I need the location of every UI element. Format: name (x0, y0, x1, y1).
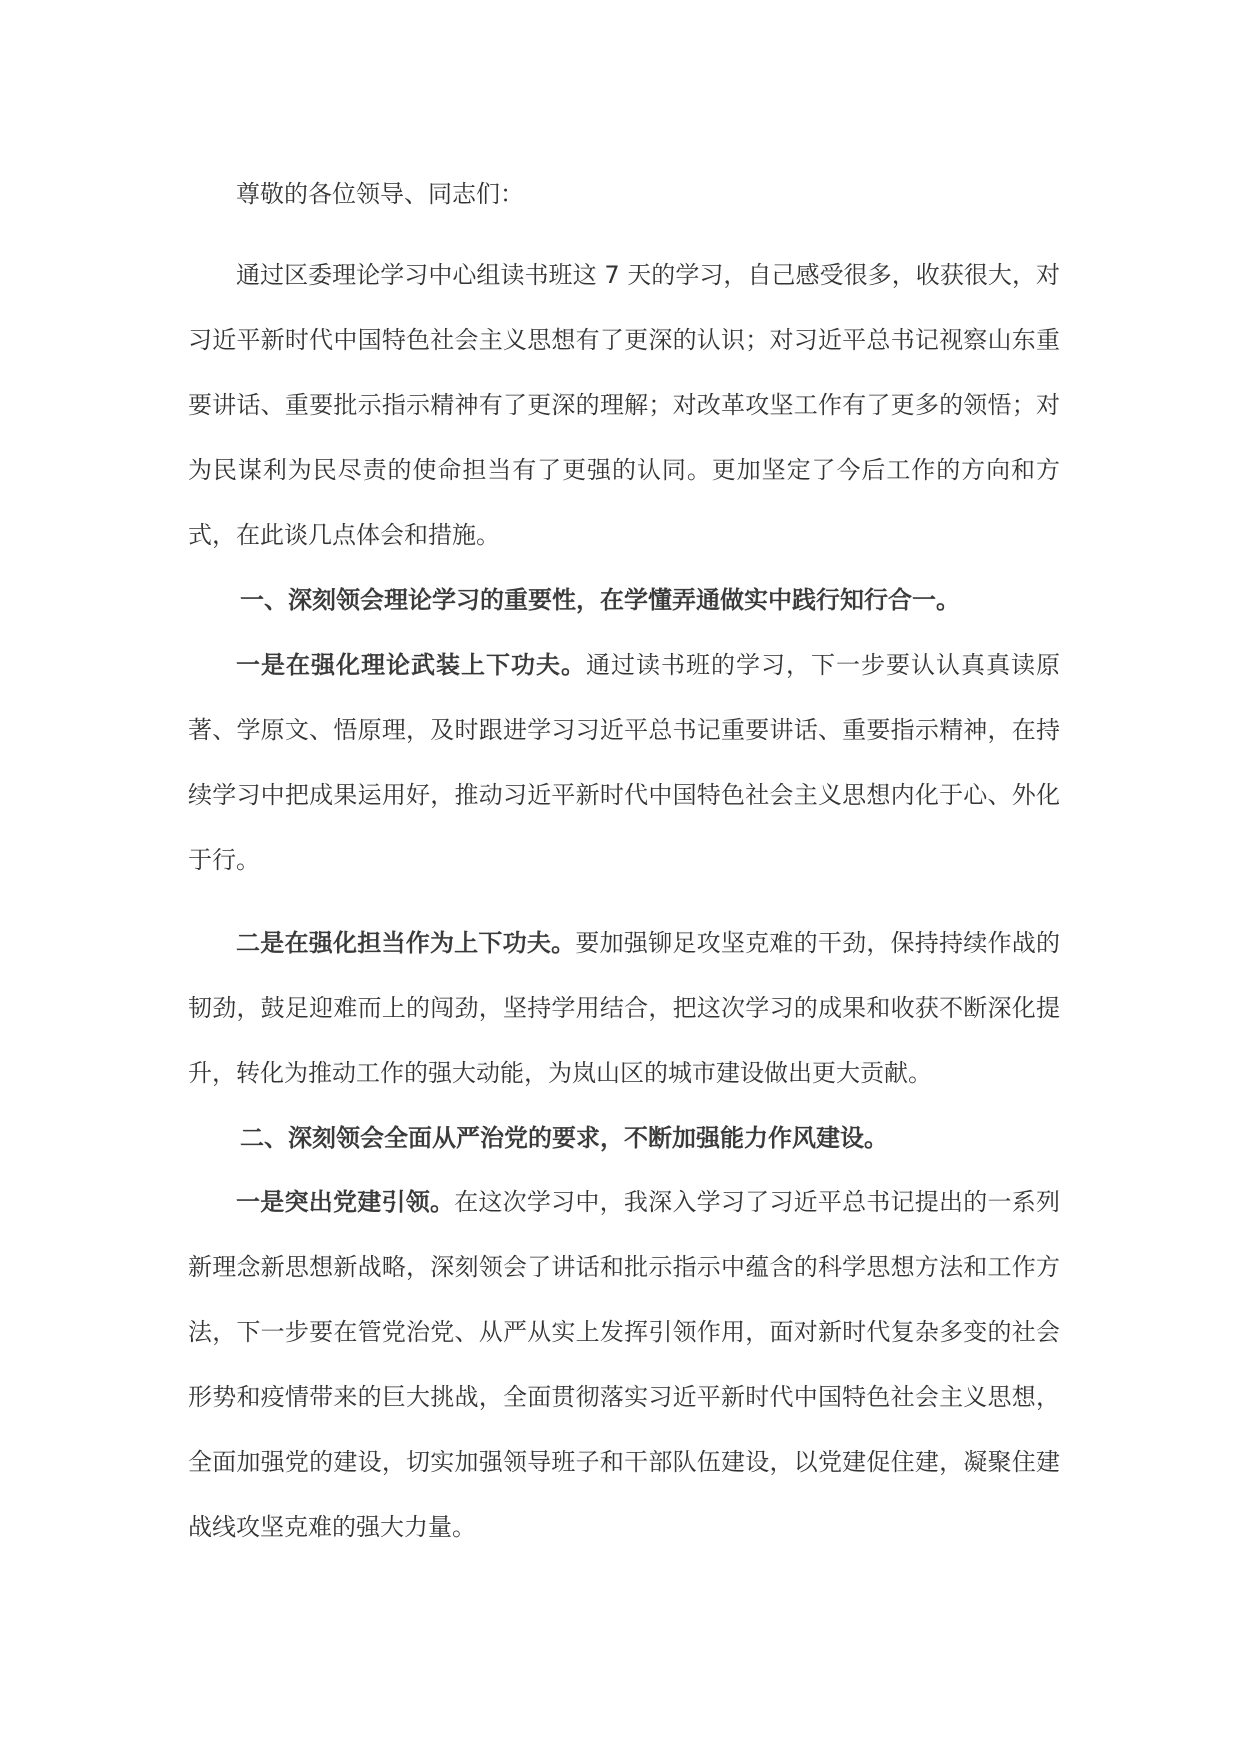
section-2-item-1 (188, 1170, 1060, 1560)
section-2-item-1-text: 在这次学习中，我深入学习了习近平总书记提出的一系列新理念新思想新战略，深刻领会了讲话和批示指示中蕴含的科学思想方法和工作方法，下一步要在管党治党、从严从实上发挥引领作用，面对新时代复杂多变的社会形势和疫情带来的巨大挑战，全面贯彻落实习近平新时代中国特色社会主义思想，全面加强党的建设，切实加强领导班子和干部队伍建设，以党建促住建，凝聚住建战线攻坚克难的强大力量。 (188, 1188, 1061, 1541)
section-1-item-1-text: 通过读书班的学习，下一步要认认真真读原著、学原文、悟原理，及时跟进学习习近平总书记重要讲话、重要指示精神，在持续学习中把成果运用好，推动习近平新时代中国特色社会主义思想内化于心、外化于行。 (188, 651, 1060, 874)
salutation: 尊敬的各位领导、同志们： (236, 180, 524, 208)
section-2-heading: 二、深刻领会全面从严治党的要求，不断加强能力作风建设。 (240, 1124, 888, 1152)
section-1-item-1-lead: 一是在强化理论武装上下功夫。 (236, 651, 586, 679)
section-2-item-1-lead: 一是突出党建引领。 (236, 1188, 455, 1216)
section-1-item-2-lead: 二是在强化担当作为上下功夫。 (236, 929, 576, 957)
section-1-item-2 (188, 911, 1060, 1106)
section-1-heading: 一、深刻领会理论学习的重要性，在学懂弄通做实中践行知行合一。 (240, 586, 960, 614)
intro-paragraph: 通过区委理论学习中心组读书班这 7 天的学习，自己感受很多，收获很大，对习近平新时代中国特色社会主义思想有了更深的认识；对习近平总书记视察山东重要讲话、重要批示指示精神有了更深的理解；对改革攻坚工作有了更多的领悟；对为民谋利为民尽责的使命担当有了更强的认同。更加坚定了今后工作的方向和方式，在此谈几点体会和措施。 (188, 261, 1060, 549)
section-1-item-2-text: 要加强铆足攻坚克难的干劲，保持持续作战的韧劲，鼓足迎难而上的闯劲，坚持学用结合，把这次学习的成果和收获不断深化提升，转化为推动工作的强大动能，为岚山区的城市建设做出更大贡献。 (188, 929, 1061, 1087)
document-page (188, 0, 1060, 1754)
section-1-item-1 (188, 633, 1060, 893)
